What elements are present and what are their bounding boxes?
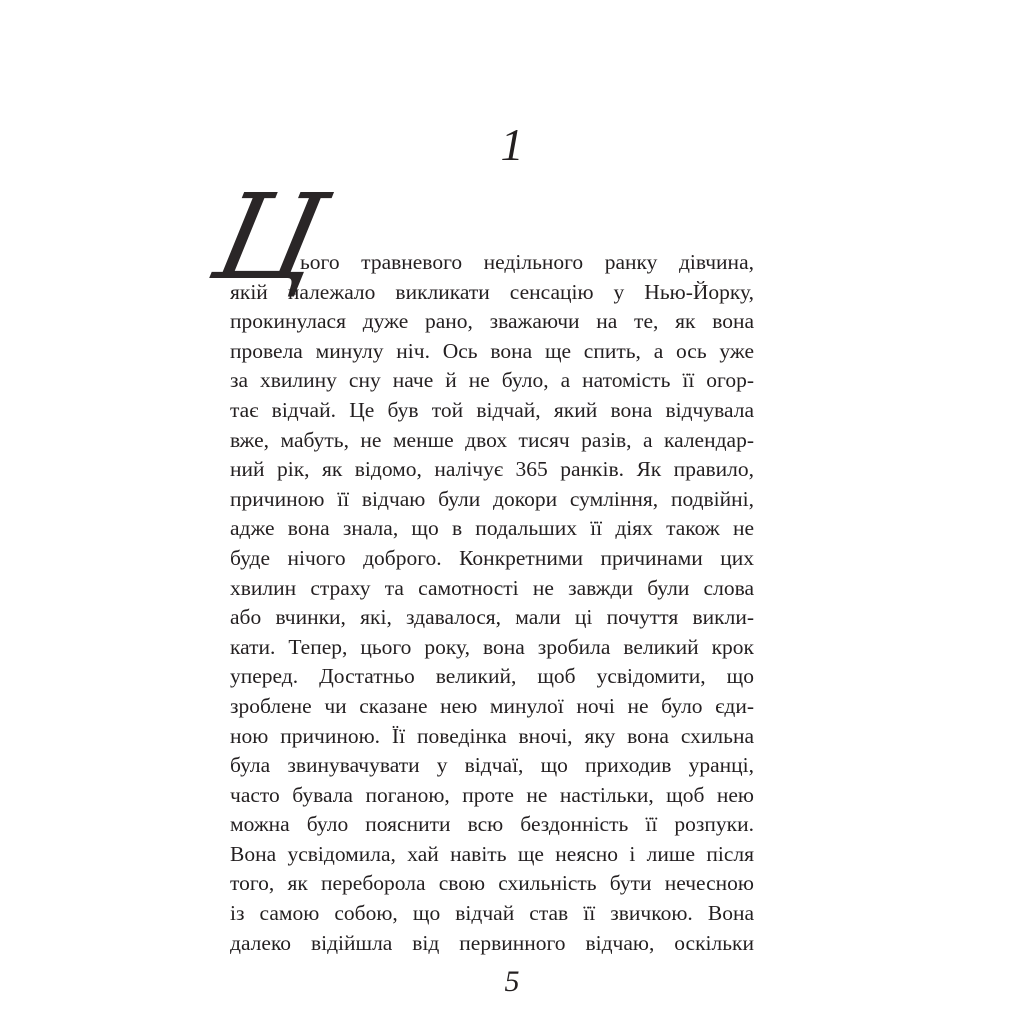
body-text: [230, 248, 754, 958]
drop-cap: Ц: [203, 168, 336, 306]
text-line: тає відчай. Це був той відчай, який вона відчувала: [230, 397, 754, 422]
text-line: або вчинки, які, здавалося, мали ці почуття викли-: [230, 605, 754, 630]
text-line: ною причиною. Її поведінка вночі, яку вона схильна: [230, 723, 754, 748]
text-line: прокинулася дуже рано, зважаючи на те, як вона: [230, 309, 754, 334]
text-line: можна було пояснити всю бездонність її розпуки.: [230, 812, 754, 837]
text-line: із самою собою, що відчай став її звичкою. Вона: [230, 901, 754, 926]
text-line: причиною її відчаю були докори сумління, подвійні,: [230, 486, 754, 511]
page-number: 5: [504, 965, 520, 998]
text-line: якій належало викликати сенсацію у Нью-Йорку,: [230, 279, 754, 304]
text-line: за хвилину сну наче й не було, а натомість її огор-: [230, 368, 754, 393]
text-line: Вона усвідомила, хай навіть ще неясно і лише після: [230, 841, 754, 866]
text-line: провела минулу ніч. Ось вона ще спить, а ось уже: [230, 338, 754, 363]
text-line: кати. Тепер, цього року, вона зробила великий крок: [230, 634, 754, 659]
text-line: хвилин страху та самотності не завжди були слова: [230, 575, 754, 600]
text-line: далеко відійшла від первинного відчаю, оскільки: [230, 930, 754, 955]
text-line: адже вона знала, що в подальших її діях також не: [230, 516, 754, 541]
text-line: того, як переборола свою схильність бути нечесною: [230, 871, 754, 896]
text-line: буде нічого доброго. Конкретними причинами цих: [230, 545, 754, 570]
text-line: вже, мабуть, не менше двох тисяч разів, а календар-: [230, 427, 754, 452]
chapter-number: 1: [500, 119, 524, 170]
text-line: часто бувала поганою, проте не настільки, щоб нею: [230, 782, 754, 807]
text-line: ний рік, як відомо, налічує 365 ранків. Як правило,: [230, 457, 754, 482]
text-line: зроблене чи сказане нею минулої ночі не було єди-: [230, 693, 754, 718]
text-line: ього травневого недільного ранку дівчина,: [300, 250, 754, 274]
text-line: уперед. Достатньо великий, щоб усвідомити, що: [230, 664, 754, 689]
text-line: була звинувачувати у відчаї, що приходив уранці,: [230, 753, 754, 778]
